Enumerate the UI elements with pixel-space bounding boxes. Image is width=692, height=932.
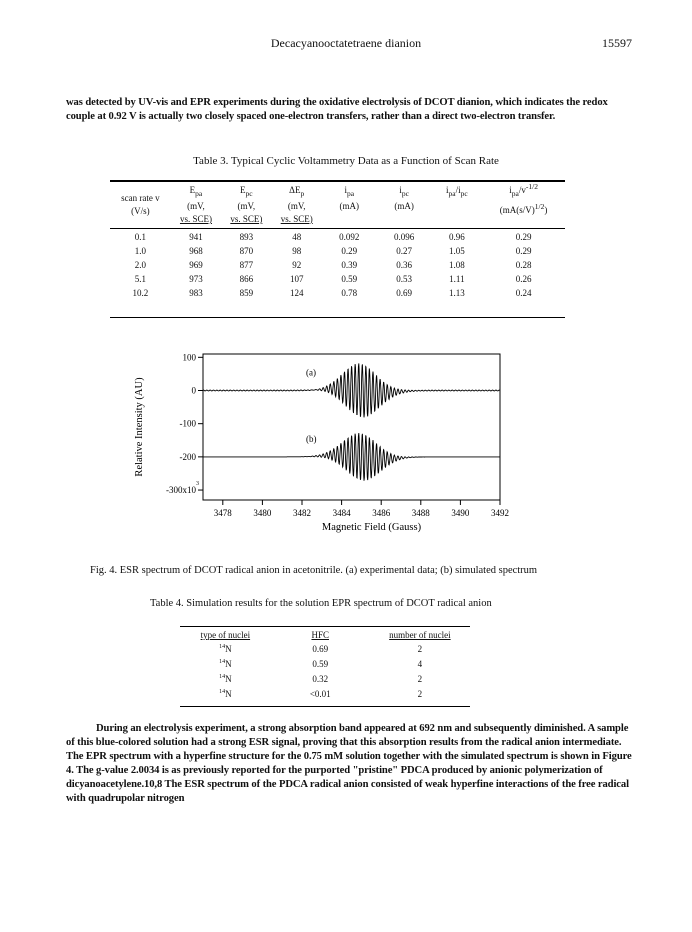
table3-cell: 1.08 — [449, 259, 465, 270]
table3-cell: 0.29 — [515, 245, 532, 256]
table3-cell: 0.28 — [515, 259, 532, 270]
table3-cell: 10.2 — [132, 287, 149, 298]
table3-cell: 968 — [189, 245, 203, 256]
table3-cell: 983 — [189, 287, 203, 298]
running-title: Decacyanooctatetraene dianion — [270, 36, 422, 50]
table4-cell: 0.59 — [312, 658, 329, 669]
table3-cell: 92 — [292, 259, 302, 270]
table3-row — [110, 272, 565, 286]
y-axis-label: Relative Intensity (AU) — [134, 377, 145, 477]
body-paragraph: During an electrolysis experiment, a strong absorption band appeared at 692 nm and subsequently diminished. A sample of this blue-colored solution had a strong ESR signal, proving that this absorption results from the radical anion intermediate. The EPR spectrum with a hyperfine structure for the 0.75 mM solution together with the simulated spectrum is shown in Figure 4. The g-value 2.0034 is as previously reported for the purported "pristine" PDCA produced by anionic polymerization of dicyanoacetylene.10,8 The ESR spectrum of the PDCA radical anion consisted of weak hyperfine interactions of the free radical with quadrupolar nitrogen — [66, 723, 632, 804]
table3-header: $i_{pc}$ (mA) — [394, 185, 414, 211]
x-tick-label: 3492 — [491, 508, 509, 518]
table3-cell: 0.1 — [134, 231, 147, 242]
table3-cell: 0.96 — [449, 231, 465, 242]
table3-cell: 98 — [292, 245, 302, 256]
table3-cell: 0.36 — [396, 259, 413, 270]
nucleus-symbol: N — [225, 658, 232, 669]
y-tick-label: 0 — [191, 385, 196, 396]
y-tick-label: -300x10 — [166, 485, 196, 496]
table3-cell: 0.27 — [396, 245, 413, 256]
fig4-caption: Fig. 4. ESR spectrum of DCOT radical anion in acetonitrile. (a) experimental data; (b) simulated spectrum — [90, 565, 538, 576]
table3-cell: 0.26 — [515, 273, 532, 284]
table4-header: type of nuclei — [200, 629, 251, 640]
table3 — [110, 180, 565, 300]
table3-header: $i_{pa}/v^{-1/2}$ $(mA(s/V)^{1/2})$ — [499, 182, 548, 215]
nucleus-type — [180, 671, 271, 686]
table3-header: $i_{pa}/i_{pc}$ — [446, 185, 468, 198]
table3-cell: 0.24 — [515, 287, 532, 298]
table3-cell: 0.29 — [515, 231, 532, 242]
table4-cell: 2 — [417, 673, 423, 684]
x-tick-label: 3484 — [332, 508, 351, 518]
table3-cell: 0.59 — [341, 273, 358, 284]
table3-cell: 0.69 — [396, 287, 413, 298]
table3-cell: 969 — [189, 259, 203, 270]
table3-cell: 1.13 — [449, 287, 465, 298]
x-tick-label: 3488 — [411, 508, 430, 518]
table3-cell: 1.0 — [134, 245, 147, 256]
spectrum-line — [203, 363, 500, 417]
table3-cell: 870 — [239, 245, 254, 256]
nucleus-symbol: N — [225, 673, 232, 684]
x-tick-label: 3478 — [213, 508, 232, 518]
table4-cell: 2 — [417, 643, 423, 654]
nucleus-type — [180, 641, 271, 656]
y-tick-label: -200 — [179, 451, 196, 462]
table3-cell: 107 — [289, 273, 304, 284]
table3-cell: 866 — [239, 273, 254, 284]
table4-row — [180, 686, 470, 701]
nucleus-mass: 14 — [219, 658, 226, 665]
table3-cell: 48 — [292, 231, 302, 242]
table4-cell: 2 — [417, 688, 423, 699]
nucleus-mass: 14 — [219, 643, 226, 650]
table4-row — [180, 641, 470, 656]
table3-cell: 0.096 — [394, 231, 415, 242]
esr-chart — [100, 340, 560, 555]
x-tick-label: 3480 — [253, 508, 272, 518]
nucleus-type — [180, 656, 271, 671]
table3-cell: 0.78 — [341, 287, 358, 298]
table3-cell: 859 — [239, 287, 254, 298]
intro-paragraph: was detected by UV-vis and EPR experiments during the oxidative electrolysis of DCOT dianion, which indicates the redox couple at 0.92 V is actually two closely spaced one-electron transfers, rather than a direct two-electron transfer. — [66, 97, 608, 122]
table3-row — [110, 258, 565, 272]
table3-cell: 5.1 — [134, 273, 147, 284]
x-tick-label: 3482 — [293, 508, 311, 518]
table3-header: $i_{pa}$ (mA) — [339, 185, 360, 211]
table4-bottom-rule — [180, 706, 470, 707]
table3-cell: 0.39 — [341, 259, 358, 270]
y-tick-exponent: 3 — [196, 481, 199, 488]
table4-cell: 4 — [417, 658, 423, 669]
table3-header: $E_{pc}$ (mV, vs. SCE) — [230, 185, 263, 224]
table4-cell: 0.32 — [312, 673, 329, 684]
nucleus-mass: 14 — [219, 688, 226, 695]
table4-row — [180, 671, 470, 686]
table3-header: scan rate v (V/s) — [121, 192, 160, 216]
table3-cell: 0.092 — [339, 231, 360, 242]
table4 — [180, 628, 470, 701]
table3-cell: 0.29 — [341, 245, 358, 256]
table4-cell: 0.69 — [312, 643, 329, 654]
spectrum-line — [203, 433, 500, 481]
x-tick-label: 3486 — [372, 508, 391, 518]
table3-cell: 1.05 — [449, 245, 465, 256]
table4-caption: Table 4. Simulation results for the solution EPR spectrum of DCOT radical anion — [150, 598, 492, 609]
x-axis-label: Magnetic Field (Gauss) — [321, 522, 422, 533]
nucleus-mass: 14 — [219, 673, 226, 680]
y-tick-label: -100 — [179, 418, 196, 429]
table3-cell: 893 — [239, 231, 254, 242]
table3-cell: 0.53 — [396, 273, 413, 284]
x-tick-label: 3490 — [451, 508, 470, 518]
series-label: (a) — [305, 367, 316, 378]
table3-row — [110, 230, 565, 244]
table4-top-rule — [180, 626, 470, 627]
table3-caption: Table 3. Typical Cyclic Voltammetry Data as a Function of Scan Rate — [193, 155, 499, 167]
table3-bottom-rule — [110, 317, 565, 318]
table3-row — [110, 244, 565, 258]
series-label: (b) — [305, 433, 317, 444]
table3-cell: 941 — [189, 231, 203, 242]
page-number: 15597 — [602, 36, 632, 50]
table3-cell: 973 — [189, 273, 203, 284]
table4-row — [180, 656, 470, 671]
y-tick-label: 100 — [182, 352, 196, 363]
table3-header: $\Delta E_p$ (mV, vs. SCE) — [280, 185, 313, 224]
table3-header: $E_{pa}$ (mV, vs. SCE) — [179, 185, 212, 224]
table3-row — [110, 286, 565, 300]
table4-cell: <0.01 — [309, 688, 331, 699]
table4-header: number of nuclei — [389, 629, 451, 640]
table3-cell: 2.0 — [134, 259, 147, 270]
nucleus-symbol: N — [225, 643, 232, 654]
nucleus-type — [180, 686, 271, 701]
table3-cell: 877 — [239, 259, 254, 270]
table3-cell: 124 — [289, 287, 304, 298]
nucleus-symbol: N — [225, 688, 232, 699]
table3-cell: 1.11 — [449, 273, 465, 284]
table4-header: HFC — [311, 629, 329, 640]
